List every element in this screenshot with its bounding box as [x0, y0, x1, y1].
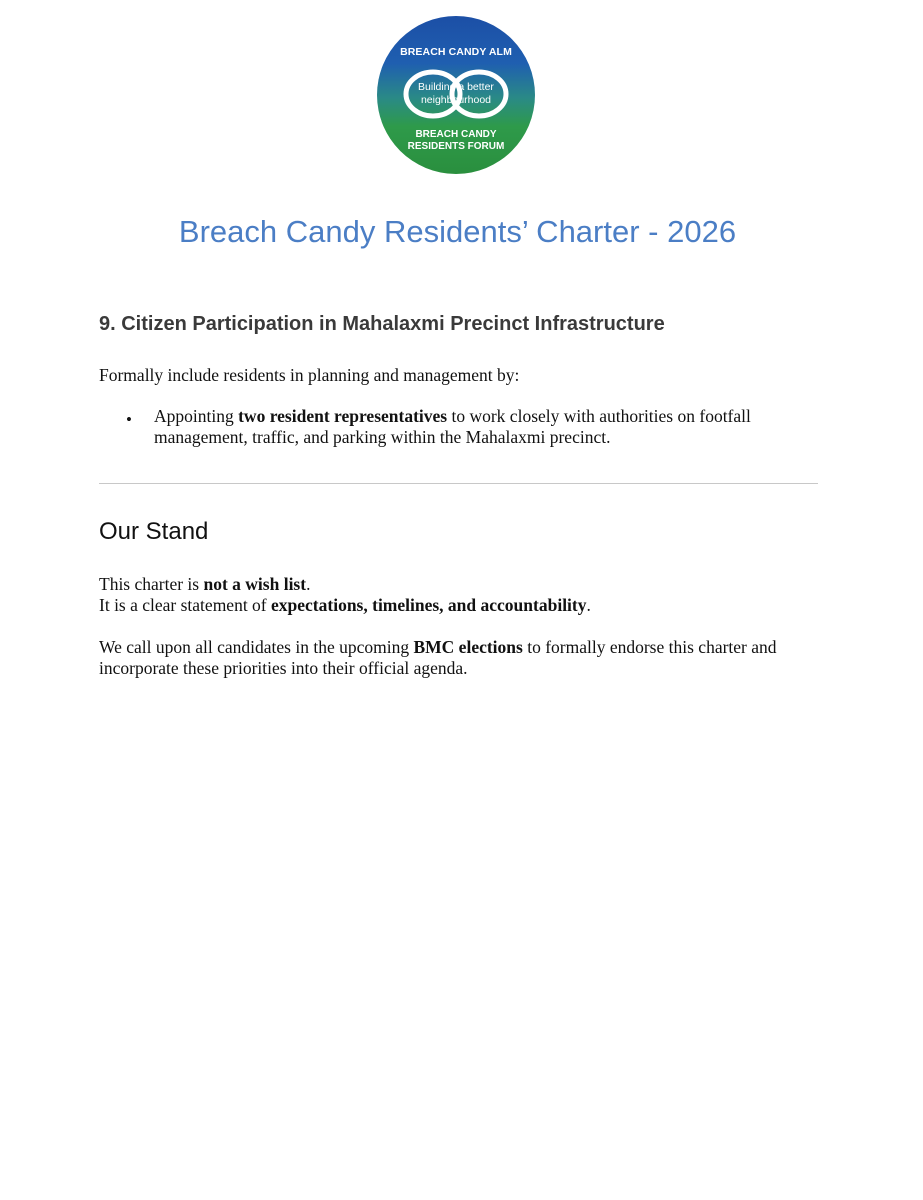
- bullet-marker: •: [126, 410, 132, 429]
- logo-tagline: Building a better neighbourhood: [418, 81, 494, 106]
- document-title: Breach Candy Residents’ Charter - 2026: [178, 214, 737, 249]
- logo-bottom-text: BREACH CANDY RESIDENTS FORUM: [407, 129, 505, 152]
- section-9-intro: Formally include residents in planning and management by:: [99, 365, 520, 385]
- section-9-heading: 9. Citizen Participation in Mahalaxmi Precinct Infrastructure: [99, 313, 665, 335]
- logo-top-text: BREACH CANDY ALM: [400, 46, 512, 58]
- stand-paragraph-2: We call upon all candidates in the upcoming BMC elections to formally endorse this charter and incorporate these priorities into their official agenda.: [99, 637, 777, 678]
- stand-paragraph-1: This charter is not a wish list. It is a clear statement of expectations, timelines, and accountability.: [99, 574, 591, 615]
- horizontal-divider: [99, 483, 818, 484]
- our-stand-heading: Our Stand: [99, 518, 209, 545]
- bullet-item: Appointing two resident representatives to work closely with authorities on footfall management, traffic, and parking within the Mahalaxmi precinct.: [154, 406, 751, 447]
- forum-logo: [377, 16, 535, 174]
